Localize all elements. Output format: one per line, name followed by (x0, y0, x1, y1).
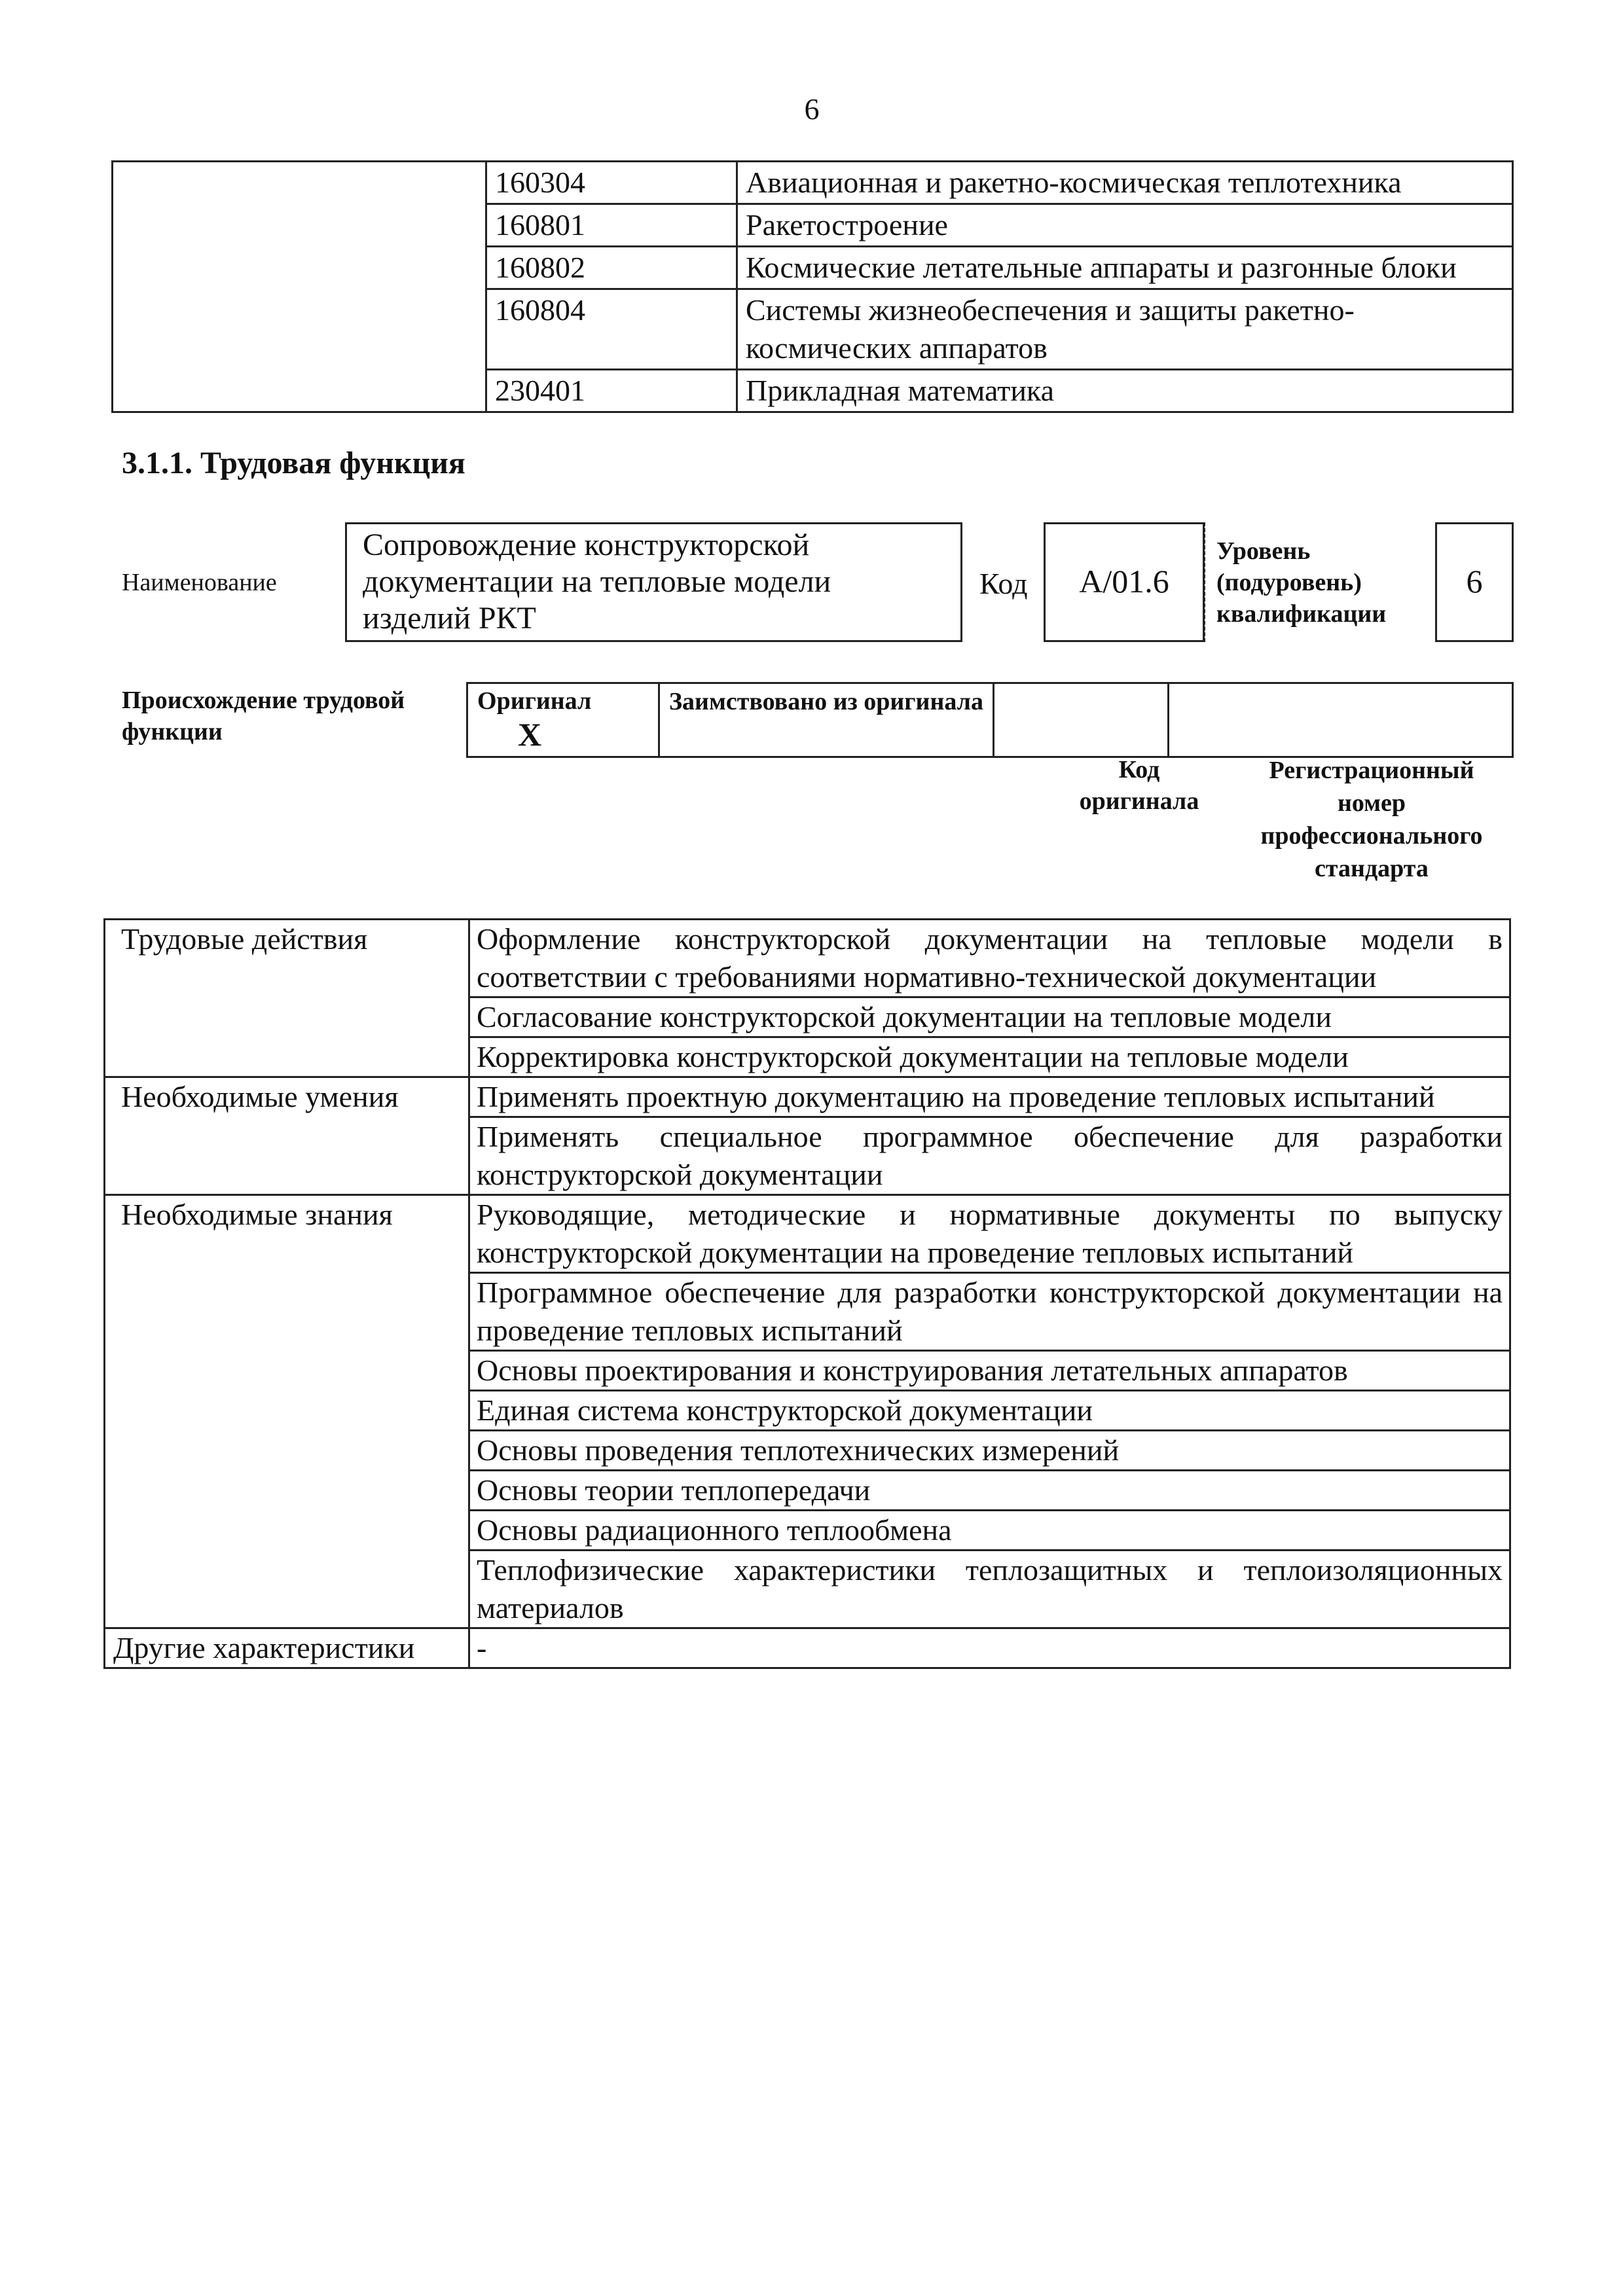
divider (1203, 522, 1205, 642)
other-value: - (469, 1628, 1510, 1668)
origin-table (466, 682, 1514, 758)
specialty-code: 160802 (486, 247, 737, 289)
specialty-name: Космические летательные аппараты и разгонные блоки (737, 247, 1513, 289)
list-item: Руководящие, методические и нормативные документы по выпуску конструкторской документации на проведение тепловых испытаний (469, 1195, 1510, 1273)
specialty-name: Авиационная и ракетно-космическая теплотехника (737, 162, 1513, 204)
knowledge-label: Необходимые знания (105, 1195, 469, 1628)
list-item: Основы теории теплопередачи (469, 1471, 1510, 1511)
specialty-name: Системы жизнеобеспечения и защиты ракетно-космических аппаратов (737, 289, 1513, 370)
reg-caption: Регистрационный номер профессионального стандарта (1260, 757, 1483, 882)
list-item: Единая система конструкторской документации (469, 1391, 1510, 1431)
table-row (105, 920, 1510, 997)
function-name: Сопровождение конструкторской документации на тепловые модели изделий РКТ (345, 522, 962, 642)
function-code: A/01.6 (1044, 522, 1205, 642)
code-caption: Код оригинала (1079, 756, 1199, 815)
specialty-code: 230401 (486, 370, 737, 412)
original-label: Оригинал (477, 687, 592, 715)
specialty-code: 160801 (486, 204, 737, 247)
list-item: Применять специальное программное обеспечение для разработки конструкторской документации (469, 1117, 1510, 1195)
list-item: Применять проектную документацию на проведение тепловых испытаний (469, 1077, 1510, 1117)
level-value: 6 (1435, 522, 1514, 642)
specialty-code: 160304 (486, 162, 737, 204)
borrowed-label: Заимствовано из оригинала (659, 683, 994, 757)
section-title: 3.1.1. Трудовая функция (122, 446, 465, 480)
list-item: Согласование конструкторской документации на тепловые модели (469, 997, 1510, 1037)
origin-label: Происхождение трудовой функции (122, 687, 405, 745)
level-label: Уровень (подуровень) квалификации (1216, 537, 1387, 628)
specialty-code: 160804 (486, 289, 737, 370)
name-label: Наименование (122, 569, 277, 596)
specialties-table (111, 160, 1514, 413)
page-number: 6 (804, 92, 820, 126)
other-label: Другие характеристики (105, 1628, 469, 1668)
original-cell (467, 683, 659, 757)
function-details-table (103, 918, 1511, 1669)
table-row (105, 1077, 1510, 1117)
reg-number-cell (1169, 683, 1513, 757)
list-item: Основы проведения теплотехнических измерений (469, 1431, 1510, 1471)
table-row (105, 1195, 1510, 1273)
list-item: Теплофизические характеристики теплозащитных и теплоизоляционных материалов (469, 1551, 1510, 1628)
list-item: Основы радиационного теплообмена (469, 1511, 1510, 1551)
original-mark: X (518, 716, 542, 753)
list-item: Оформление конструкторской документации на тепловые модели в соответствии с требованиями нормативно-технической документации (469, 920, 1510, 997)
table-row (105, 1628, 1510, 1668)
actions-label: Трудовые действия (105, 920, 469, 1077)
empty-cell (113, 162, 486, 412)
skills-label: Необходимые умения (105, 1077, 469, 1195)
table-row (113, 162, 1513, 204)
specialty-name: Ракетостроение (737, 204, 1513, 247)
list-item: Программное обеспечение для разработки конструкторской документации на проведение тепловых испытаний (469, 1273, 1510, 1351)
code-label: Код (979, 567, 1028, 600)
specialty-name: Прикладная математика (737, 370, 1513, 412)
list-item: Корректировка конструкторской документации на тепловые модели (469, 1037, 1510, 1077)
list-item: Основы проектирования и конструирования летательных аппаратов (469, 1351, 1510, 1391)
original-code-cell (994, 683, 1169, 757)
